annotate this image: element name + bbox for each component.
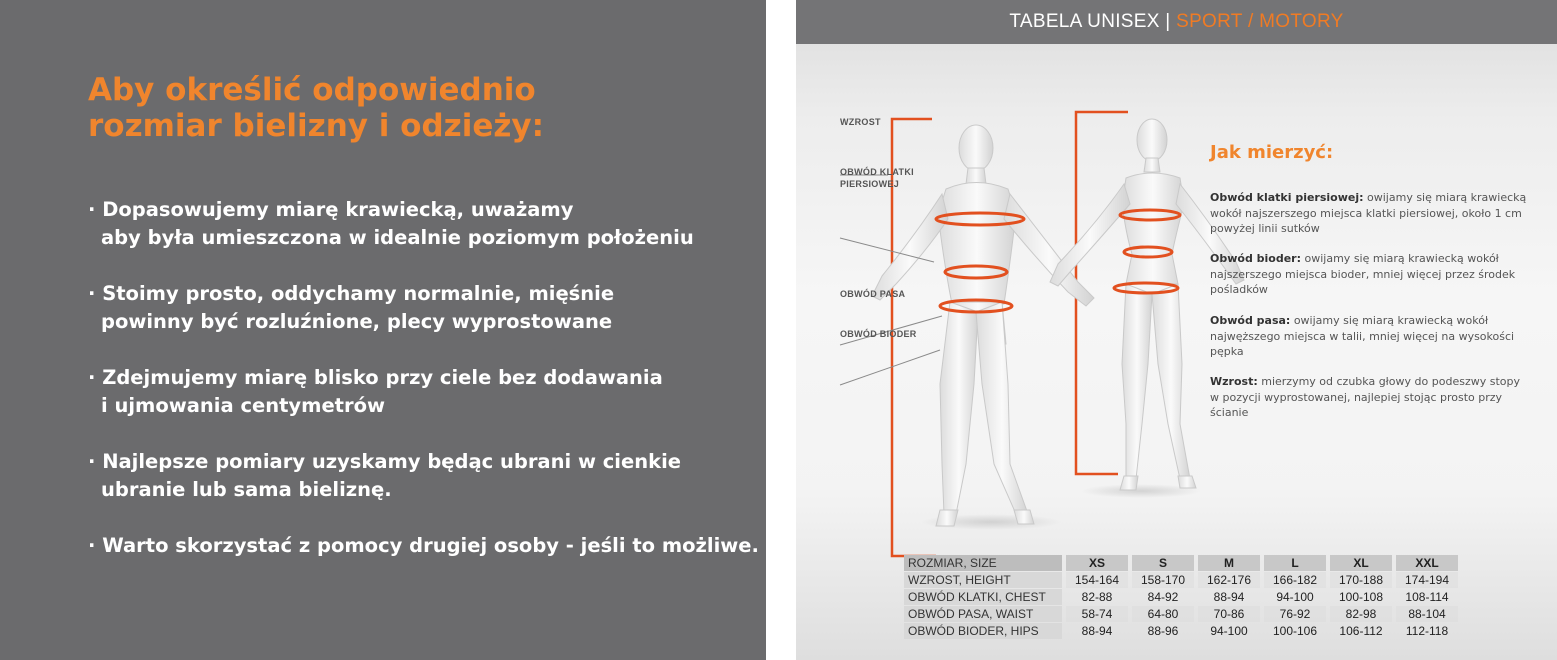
table-cell: 88-104 (1396, 606, 1458, 622)
label-chest-line2: PIERSIOWEJ (840, 179, 900, 189)
howto-term: Obwód pasa: (1210, 314, 1291, 327)
row-label: WZROST, HEIGHT (904, 572, 1062, 588)
table-cell: 70-86 (1198, 606, 1260, 622)
table-cell: 94-100 (1276, 590, 1314, 604)
size-header: XXL (1396, 555, 1458, 571)
table-cell: 170-188 (1330, 572, 1392, 588)
tip-item (88, 196, 738, 252)
howto-text: mierzymy od czubka głowy do podeszwy stopy w pozycji wyprostowanej, najlepiej stojąc prosto przy ścianie (1210, 375, 1520, 419)
howto-term: Obwód klatki piersiowej: (1210, 191, 1364, 204)
tip-text: · Zdejmujemy miarę blisko przy ciele bez dodawania (88, 366, 663, 389)
tips-list (88, 196, 759, 588)
tip-text: · Najlepsze pomiary uzyskamy będąc ubrani w cienkie (88, 450, 681, 473)
chart-header (796, 0, 1557, 44)
table-header-row (904, 555, 1458, 571)
size-header: XS (1066, 555, 1128, 571)
tip-text: · Warto skorzystać z pomocy drugiej osoby - jeśli to możliwe. (88, 534, 759, 557)
howto-term: Wzrost: (1210, 375, 1258, 388)
table-cell: 174-194 (1396, 572, 1458, 588)
table-cell: 158-170 (1132, 572, 1194, 588)
size-table (900, 554, 1462, 640)
table-row (904, 572, 1458, 588)
size-chart-panel (796, 0, 1557, 660)
howto-height (1210, 374, 1530, 421)
table-row (904, 589, 1458, 605)
howto-text: owijamy się miarą krawiecką wokół najszerszego miejsca bioder, mniej więcej przez środek pośladków (1210, 252, 1516, 296)
chart-header-title: TABELA UNISEX | (1009, 11, 1177, 32)
table-row (904, 606, 1458, 622)
table-cell: 58-74 (1066, 606, 1128, 622)
row-label: OBWÓD PASA, WAIST (904, 606, 1062, 622)
instructions-title (88, 72, 728, 144)
label-height: WZROST (840, 117, 881, 127)
table-cell: 88-94 (1081, 624, 1113, 638)
table-cell: 166-182 (1264, 572, 1326, 588)
table-cell: 88-96 (1147, 624, 1179, 638)
instructions-title-line1: Aby określić odpowiednio (88, 72, 536, 108)
table-cell: 100-108 (1338, 590, 1384, 604)
table-cell: 88-94 (1213, 590, 1245, 604)
howto-text: owijamy się miarą krawiecką wokół najwęższego miejsca w talii, mniej więcej na wysokości pępka (1210, 314, 1515, 358)
label-chest-line1: OBWÓD KLATKI (840, 167, 914, 177)
howto-waist (1210, 313, 1530, 360)
instructions-title-line2: rozmiar bielizny i odzieży: (88, 108, 545, 144)
label-waist: OBWÓD PASA (840, 289, 906, 299)
howto-term: Obwód bioder: (1210, 252, 1302, 265)
hips-label-line (840, 350, 940, 385)
table-cell: 82-88 (1081, 590, 1113, 604)
table-cell: 112-118 (1405, 624, 1449, 638)
tip-text: · Stoimy prosto, oddychamy normalnie, mięśnie (88, 282, 615, 305)
howto-text: owijamy się miarą krawiecką wokół najszerszego miejsca klatki piersiowej, około 1 cm powyżej linii sutków (1210, 191, 1527, 235)
table-header-label: ROZMIAR, SIZE (904, 555, 1062, 571)
size-header: M (1198, 555, 1260, 571)
tip-text: · Dopasowujemy miarę krawiecką, uważamy (88, 198, 574, 221)
howto-hips (1210, 251, 1530, 298)
howto-chest (1210, 190, 1530, 237)
row-label: OBWÓD KLATKI, CHEST (904, 589, 1062, 605)
size-header: L (1264, 555, 1326, 571)
size-header: S (1132, 555, 1194, 571)
table-cell: 64-80 (1132, 606, 1194, 622)
table-cell: 82-98 (1330, 606, 1392, 622)
label-hips: OBWÓD BIODER (840, 329, 917, 339)
table-cell: 154-164 (1066, 572, 1128, 588)
row-label: OBWÓD BIODER, HIPS (904, 623, 1062, 639)
table-cell: 94-100 (1210, 624, 1248, 638)
tip-item (88, 280, 738, 336)
size-header: XL (1330, 555, 1392, 571)
tip-item (88, 448, 738, 504)
table-cell: 108-114 (1405, 590, 1449, 604)
tip-text: powinny być rozluźnione, plecy wyprostowane (101, 310, 613, 333)
tip-text: ubranie lub sama bieliznę. (101, 478, 392, 501)
chart-header-accent: SPORT / MOTORY (1176, 11, 1344, 32)
tip-text: i ujmowania centymetrów (101, 394, 386, 417)
howto-title: Jak mierzyć: (1210, 142, 1334, 163)
instructions-panel (0, 0, 766, 660)
female-mannequin (1050, 119, 1244, 490)
table-cell: 106-112 (1339, 624, 1383, 638)
tip-text: aby była umieszczona w idealnie poziomym położeniu (101, 226, 694, 249)
table-cell: 76-92 (1264, 606, 1326, 622)
tip-item (88, 532, 759, 560)
table-cell: 84-92 (1147, 590, 1179, 604)
male-mannequin (872, 125, 1094, 526)
table-cell: 100-106 (1272, 624, 1318, 638)
table-cell: 162-176 (1198, 572, 1260, 588)
tip-item (88, 364, 738, 420)
table-row (904, 623, 1458, 639)
